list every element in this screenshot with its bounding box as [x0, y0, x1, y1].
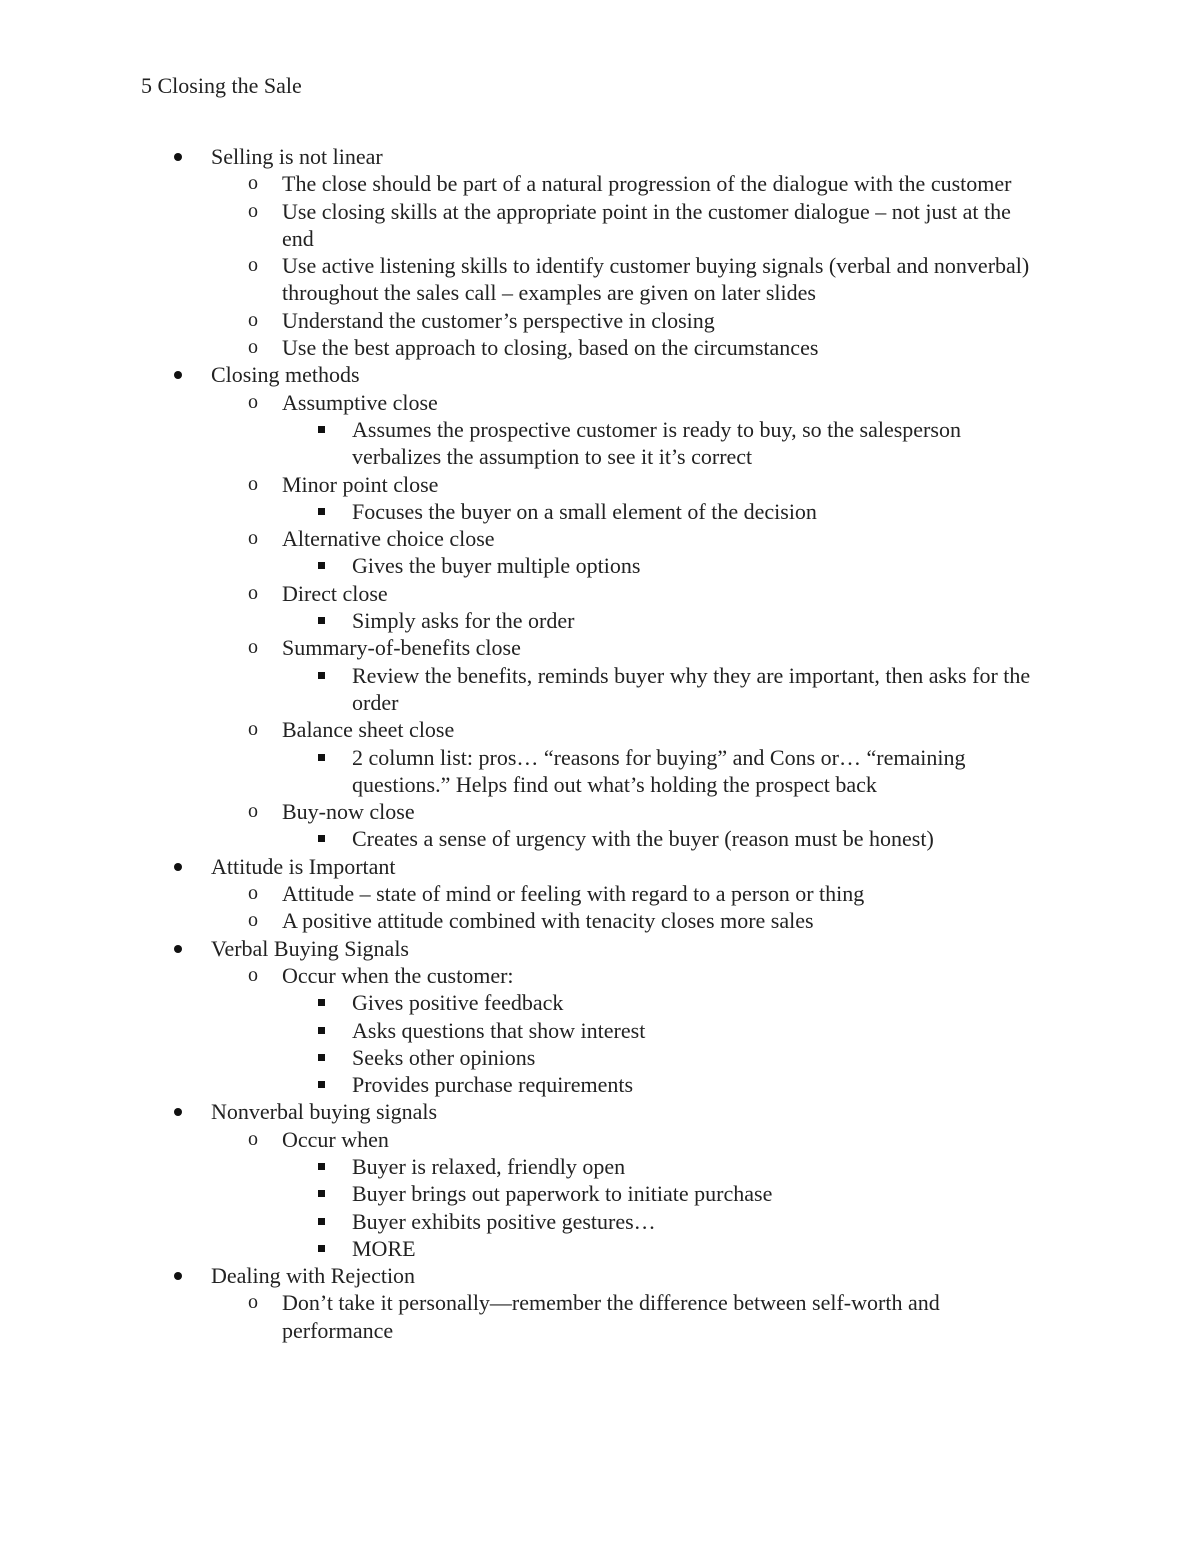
outline-item-level-1 — [211, 361, 1071, 388]
bullet-circle-marker: o — [248, 527, 258, 550]
bullet-square-icon — [318, 1163, 325, 1170]
outline-item-text: Nonverbal buying signals — [211, 1099, 438, 1125]
outline-item-text: Summary-of-benefits close — [282, 635, 521, 661]
outline-item-text: Occur when — [282, 1126, 389, 1152]
outline-item-text: 2 column list: pros… “reasons for buying” and Cons or… “remaining questions.” Helps find out what’s holding the prospect back — [352, 744, 966, 797]
outline-item-level-2 — [248, 389, 1042, 416]
bullet-square-icon — [318, 617, 325, 624]
outline-item-text: Attitude – state of mind or feeling with regard to a person or thing — [282, 881, 865, 907]
outline-item-text: Assumes the prospective customer is ready to buy, so the salesperson verbalizes the assumption to see it it’s correct — [352, 416, 961, 470]
outline-item-text: Attitude is Important — [211, 853, 396, 879]
bullet-dot-icon — [174, 945, 182, 953]
outline-item-level-2 — [248, 880, 1042, 907]
outline-item-text: Buyer is relaxed, friendly open — [352, 1153, 626, 1179]
outline-item-text: Assumptive close — [282, 389, 438, 415]
bullet-circle-marker: o — [248, 172, 258, 195]
bullet-circle-marker: o — [248, 472, 258, 495]
bullet-circle-marker: o — [248, 390, 258, 413]
outline-item-level-2 — [248, 1289, 1042, 1344]
outline-item-text: Use closing skills at the appropriate point in the customer dialogue – not just at the end — [282, 198, 1011, 251]
bullet-square-icon — [318, 1245, 325, 1252]
outline-item-text: Review the benefits, reminds buyer why they are important, then asks for the order — [352, 662, 1031, 715]
outline-item-level-3 — [352, 1153, 1052, 1180]
outline-item-text: Buyer exhibits positive gestures… — [352, 1208, 656, 1234]
outline-item-text: Buyer brings out paperwork to initiate purchase — [352, 1181, 773, 1207]
bullet-circle-marker: o — [248, 636, 258, 659]
outline-item-level-2 — [248, 798, 1042, 825]
outline-item-level-2 — [248, 334, 1042, 361]
bullet-square-icon — [318, 1081, 325, 1088]
outline-item-level-3 — [352, 989, 1052, 1016]
outline-item-level-3 — [352, 552, 1052, 579]
bullet-circle-marker: o — [248, 1291, 258, 1314]
outline-item-level-3 — [352, 607, 1052, 634]
outline-item-text: Seeks other opinions — [352, 1044, 536, 1070]
outline-item-text: Use the best approach to closing, based on the circumstances — [282, 335, 819, 361]
page-title: 5 Closing the Sale — [141, 73, 302, 98]
outline-item-level-3 — [352, 1017, 1052, 1044]
outline-item-level-2 — [248, 580, 1042, 607]
outline-item-text: The close should be part of a natural progression of the dialogue with the customer — [282, 171, 1012, 197]
bullet-circle-marker: o — [248, 718, 258, 741]
outline-item-level-3 — [352, 1208, 1052, 1235]
outline-item-text: Closing methods — [211, 362, 360, 388]
outline-item-text: MORE — [352, 1235, 416, 1261]
outline-item-text: A positive attitude combined with tenacity closes more sales — [282, 908, 814, 934]
outline-item-level-3 — [352, 825, 1052, 852]
bullet-dot-icon — [174, 153, 182, 161]
outline-item-text: Understand the customer’s perspective in closing — [282, 307, 715, 333]
bullet-square-icon — [318, 1027, 325, 1034]
outline-item-level-2 — [248, 471, 1042, 498]
outline-item-level-3 — [352, 416, 1052, 471]
bullet-square-icon — [318, 999, 325, 1006]
outline-item-text: Occur when the customer: — [282, 962, 514, 988]
outline-item-level-2 — [248, 307, 1042, 334]
outline-item-text: Creates a sense of urgency with the buyer (reason must be honest) — [352, 826, 934, 852]
outline-item-level-1 — [211, 1098, 1071, 1125]
bullet-circle-marker: o — [248, 882, 258, 905]
bullet-square-icon — [318, 754, 325, 761]
bullet-square-icon — [318, 508, 325, 515]
outline-item-text: Focuses the buyer on a small element of the decision — [352, 498, 817, 524]
outline-item-text: Use active listening skills to identify customer buying signals (verbal and nonverbal) throughout the sales call – examples are given on later slides — [282, 253, 1030, 306]
outline-list — [0, 143, 1200, 1344]
bullet-circle-marker: o — [248, 963, 258, 986]
outline-item-level-3 — [352, 744, 1052, 799]
outline-item-level-2 — [248, 170, 1042, 197]
bullet-dot-icon — [174, 863, 182, 871]
outline-item-level-2 — [248, 907, 1042, 934]
bullet-circle-marker: o — [248, 1127, 258, 1150]
outline-item-level-3 — [352, 1180, 1052, 1207]
outline-item-level-1 — [211, 1262, 1071, 1289]
outline-item-level-3 — [352, 662, 1052, 717]
bullet-circle-marker: o — [248, 199, 258, 222]
bullet-square-icon — [318, 1190, 325, 1197]
outline-item-level-3 — [352, 1044, 1052, 1071]
outline-item-text: Balance sheet close — [282, 717, 455, 743]
outline-item-text: Selling is not linear — [211, 144, 383, 169]
outline-item-level-2 — [248, 716, 1042, 743]
outline-item-text: Provides purchase requirements — [352, 1072, 634, 1098]
outline-item-level-1 — [211, 853, 1071, 880]
outline-item-level-3 — [352, 1235, 1052, 1262]
outline-item-text: Dealing with Rejection — [211, 1263, 416, 1289]
outline-item-text: Asks questions that show interest — [352, 1017, 646, 1043]
outline-item-level-3 — [352, 1071, 1052, 1098]
bullet-circle-marker: o — [248, 308, 258, 331]
outline-item-level-2 — [248, 1126, 1042, 1153]
outline-item-level-2 — [248, 252, 1042, 307]
bullet-dot-icon — [174, 1108, 182, 1116]
outline-item-level-2 — [248, 525, 1042, 552]
outline-item-text: Don’t take it personally—remember the difference between self-worth and performance — [282, 1290, 940, 1343]
bullet-square-icon — [318, 672, 325, 679]
outline-item-level-1 — [211, 143, 1071, 170]
outline-item-text: Verbal Buying Signals — [211, 935, 409, 961]
bullet-square-icon — [318, 835, 325, 842]
outline-item-text: Buy-now close — [282, 799, 415, 825]
bullet-circle-marker: o — [248, 800, 258, 823]
outline-item-text: Gives positive feedback — [352, 990, 564, 1016]
bullet-dot-icon — [174, 1272, 182, 1280]
bullet-square-icon — [318, 426, 325, 433]
bullet-square-icon — [318, 1218, 325, 1225]
outline-item-text: Minor point close — [282, 471, 439, 497]
bullet-square-icon — [318, 562, 325, 569]
outline-item-text: Direct close — [282, 580, 388, 606]
outline-item-level-3 — [352, 498, 1052, 525]
outline-item-text: Simply asks for the order — [352, 608, 575, 634]
bullet-circle-marker: o — [248, 581, 258, 604]
outline-item-level-2 — [248, 962, 1042, 989]
bullet-dot-icon — [174, 371, 182, 379]
outline-item-level-2 — [248, 634, 1042, 661]
outline-item-text: Gives the buyer multiple options — [352, 553, 641, 579]
outline-item-text: Alternative choice close — [282, 526, 495, 552]
outline-item-level-2 — [248, 198, 1042, 253]
bullet-circle-marker: o — [248, 254, 258, 277]
bullet-square-icon — [318, 1054, 325, 1061]
bullet-circle-marker: o — [248, 909, 258, 932]
bullet-circle-marker: o — [248, 336, 258, 359]
outline-item-level-1 — [211, 935, 1071, 962]
